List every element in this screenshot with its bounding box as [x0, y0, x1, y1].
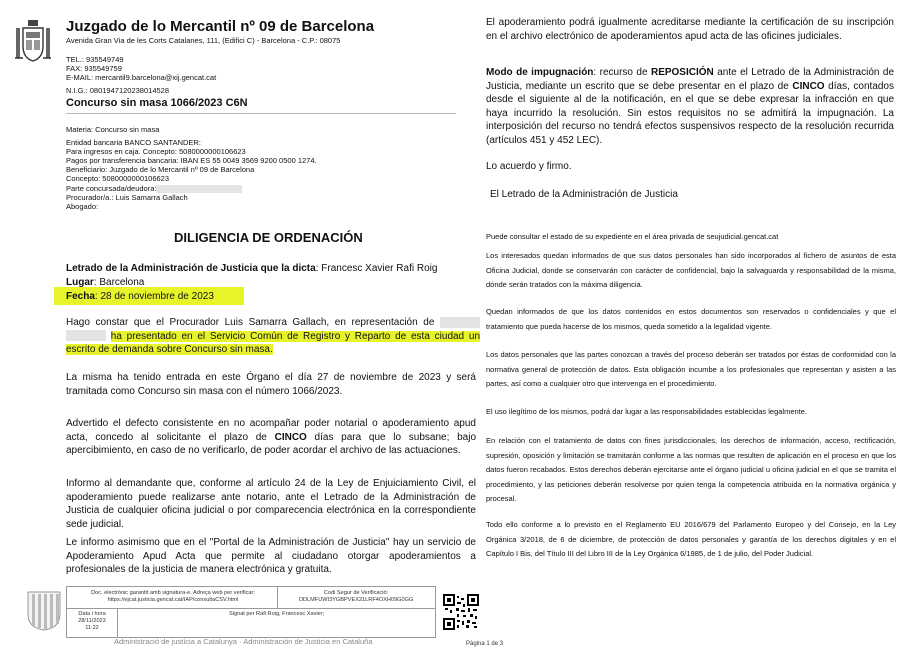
sign-time: 11:22 [85, 625, 99, 631]
r2-bold-cinco: CINCO [792, 80, 825, 92]
materia: Materia: Concurso sin masa [66, 125, 160, 134]
p1-highlighted-text: ha presentado en el Servicio Común de Registro y Reparto de esta ciudad un escrito de demanda sobre Concurso sin masa. [66, 330, 481, 355]
generalitat-logo-icon [24, 588, 64, 632]
doc-label: Doc. electrònic garantit amb signatura-e. Adreça web per verificar: [91, 590, 255, 596]
date-line [66, 290, 214, 304]
lawyer-block [66, 262, 466, 289]
nig-number: N.I.G.: 0801947120238014528 [66, 86, 170, 95]
csv-label: Codi Segur de Verificació: [323, 590, 389, 596]
bank-line: Beneficiario: Juzgado de lo Mercantil nº 09 de Barcelona [66, 165, 255, 174]
bank-line: Para ingresos en caja. Concepto: 5080000000106623 [66, 147, 246, 156]
p3-bold: CINCO [274, 431, 307, 443]
bank-line: Pagos por transferencia bancaria: IBAN ES 55 0049 3569 9200 0500 1274. [66, 156, 317, 165]
date-time-label: Data i hora [78, 611, 106, 617]
contact-block [66, 55, 216, 82]
paragraph-apoderamiento: El apoderamiento podrá igualmente acreditarse mediante la certificación de su inscripción en el archivo electrónico de apoderamientos apud acta de las oficines judiciales. [486, 17, 894, 42]
closing-statement: Lo acuerdo y firmo. [486, 161, 572, 172]
r2-text-c: días, contados desde el siguiente al de la notificación, en el que se debe expresar la infracción en que haya incurrido la resolución. Sin estos requisitos no se admitirá la impugnación. La interposición del recurso no tendrá efectos suspensivos respecto de la resolución recurrida (artículos 451 y 452 LEC). [486, 80, 894, 146]
date-value: : 28 de noviembre de 2023 [94, 291, 214, 302]
paragraph-portal: Le informo asimismo que en el "Portal de la Administración de Justicia" hay un servicio de Apoderamiento Apud Acta que permite al ciudadano otorgar apoderamientos a profesionales de la justicia de manera electrónica y gratuita. [66, 537, 476, 575]
legal-paragraph: Los interesados quedan informados de que sus datos personales han sido incorporados al fichero de asuntos de esta Oficina Judicial, donde se conservarán con carácter de confidencial, bajo la salvaguarda y responsabilidad de la misma, dónde serán tratados con la máxima diligencia. [486, 251, 896, 289]
footer-strip: Administració de justícia a Catalunya · Administración de Justicia en Cataluña [114, 637, 373, 646]
redacted-party [156, 185, 242, 193]
impugnacion-label: Modo de impugnación [486, 67, 594, 78]
paragraph-entry: La misma ha tenido entrada en este Órgano el día 27 de noviembre de 2023 y será tramitada como Concurso sin masa con el número 1066/2023. [66, 372, 476, 397]
p1-text-a: Hago constar que el Procurador Luis Samarra Gallach, en representación de [66, 317, 435, 328]
paragraph-article-24: Informo al demandante que, conforme al artículo 24 de la Ley de Enjuiciamiento Civil, el apoderamiento puede realizarse ante notario, ante el Letrado de la Administración de Justicia de cualquier oficina judicial o por comparecencia electrónica en la correspondiente sede judicial. [66, 478, 476, 530]
doc-url[interactable]: https://ejcat.justicia.gencat.cat/IAP/consultaCSV.html [107, 597, 239, 603]
date-label: Fecha [66, 291, 95, 302]
signature-title: El Letrado de la Administración de Justicia [490, 189, 678, 200]
email: E-MAIL: mercantil9.barcelona@xij.gencat.cat [66, 73, 217, 82]
redacted-name [440, 317, 480, 328]
place-value: : Barcelona [93, 276, 145, 288]
fax: FAX: 935549759 [66, 64, 122, 73]
r2-text-a: : recurso de [593, 67, 651, 78]
court-name: Juzgado de lo Mercantil nº 09 de Barcelona [66, 18, 375, 35]
abogado: Abogado: [66, 202, 99, 212]
document-heading: DILIGENCIA DE ORDENACIÓN [174, 230, 363, 245]
csv-code: ODLMFUWI3YGBPVEX21LRF4OXH09G0GG [298, 597, 414, 603]
header-divider [66, 113, 456, 114]
place-label: Lugar [66, 276, 94, 288]
r2-text-b: ante el Letrado de la Administración de Justicia, mediante un escrito que se debe presentar en el plazo de [486, 67, 895, 92]
lawyer-name: : Francesc Xavier Rafi Roig [315, 263, 438, 274]
bank-line: Concepto: 5080000000106623 [66, 174, 170, 183]
lawyer-label: Letrado de la Administración de Justicia que la dicta [66, 263, 316, 274]
sign-date: 28/11/2023 [78, 618, 106, 624]
legal-paragraph: Quedan informados de que los datos contenidos en estos documentos son reservados o confidenciales y que el tratamiento que pueda hacerse de los mismos, queda sometido a la legalidad vigente. [486, 307, 896, 331]
paragraph-defect [66, 417, 476, 458]
signed-by: Signat per Rafi Roig, Francesc Xavier; [229, 611, 325, 617]
page-number: Pàgina 1 de 3 [466, 641, 504, 647]
legal-paragraph: En relación con el tratamiento de datos con fines jurisdiccionales, los derechos de información, acceso, rectificación, supresión, oposición y limitación se tramitarán conforme a las normas que resulten de aplicación en el proceso en que los datos fueron recabados. Estos derechos deberán ejercitarse ante el órgano judicial u oficina judicial en el que se tramita el procedimiento, y las peticiones deberán resolverse por quien tenga la competencia atribuida en la normativa orgánica y procesal. [486, 436, 896, 503]
bank-line: Entidad bancaria BANCO SANTANDER: [66, 138, 201, 147]
parties-block [66, 184, 242, 211]
redacted-name [66, 330, 106, 341]
case-title: Concurso sin masa 1066/2023 C6N [66, 97, 248, 109]
verification-box [66, 586, 436, 638]
legal-paragraph: Todo ello conforme a lo previsto en el Reglamento EU 2016/679 del Parlamento Europeo y del Consejo, en la Ley Orgánica 3/2018, de 6 de diciembre, de protección de datos personales y garantía de los derechos digitales y en el Capítulo I Bis, del Título III del Libro III de la Ley Orgánica 6/1985, de 1 de julio, del Poder Judicial. [486, 520, 896, 558]
paragraph-representation [66, 316, 480, 357]
court-address: Avenida Gran Via de les Corts Catalanes, 111, (Edifici C) - Barcelona - C.P.: 08075 [66, 36, 341, 45]
qr-code-icon [443, 594, 479, 630]
paragraph-impugnacion [486, 66, 894, 147]
court-shield-icon [14, 18, 52, 64]
p3-text-b: días para que lo subsane; bajo apercibimiento, en caso de no verificarlo, de poder acordar el archivo de las actuaciones. [66, 431, 477, 456]
r2-bold-reposicion: REPOSICIÓN [650, 67, 714, 78]
bank-details [66, 138, 317, 183]
legal-paragraph: Los datos personales que las partes conozcan a través del proceso deberán ser tratados por éstas de conformidad con la normativa general de protección de datos. Esta obligación incumbe a los profesionales que representan y asisten a las partes, así como a cualquier otro que intervenga en el procedimiento. [486, 350, 896, 388]
legal-consult-link: Puede consultar el estado de su expediente en el área privada de seujudicial.gencat.cat [486, 232, 779, 241]
phone: TEL.: 935549749 [66, 55, 124, 64]
party-label: Parte concursada/deudora: [66, 184, 157, 193]
legal-paragraph: El uso ilegítimo de los mismos, podrá dar lugar a las responsabilidades establecidas legalmente. [486, 407, 808, 416]
procurador: Procurador/a.: Luis Samarra Gallach [66, 193, 188, 203]
p3-text-a: Advertido el defecto consistente en no acompañar poder notarial o apoderamiento apud acta, concedo al solicitante el plazo de [66, 418, 476, 443]
